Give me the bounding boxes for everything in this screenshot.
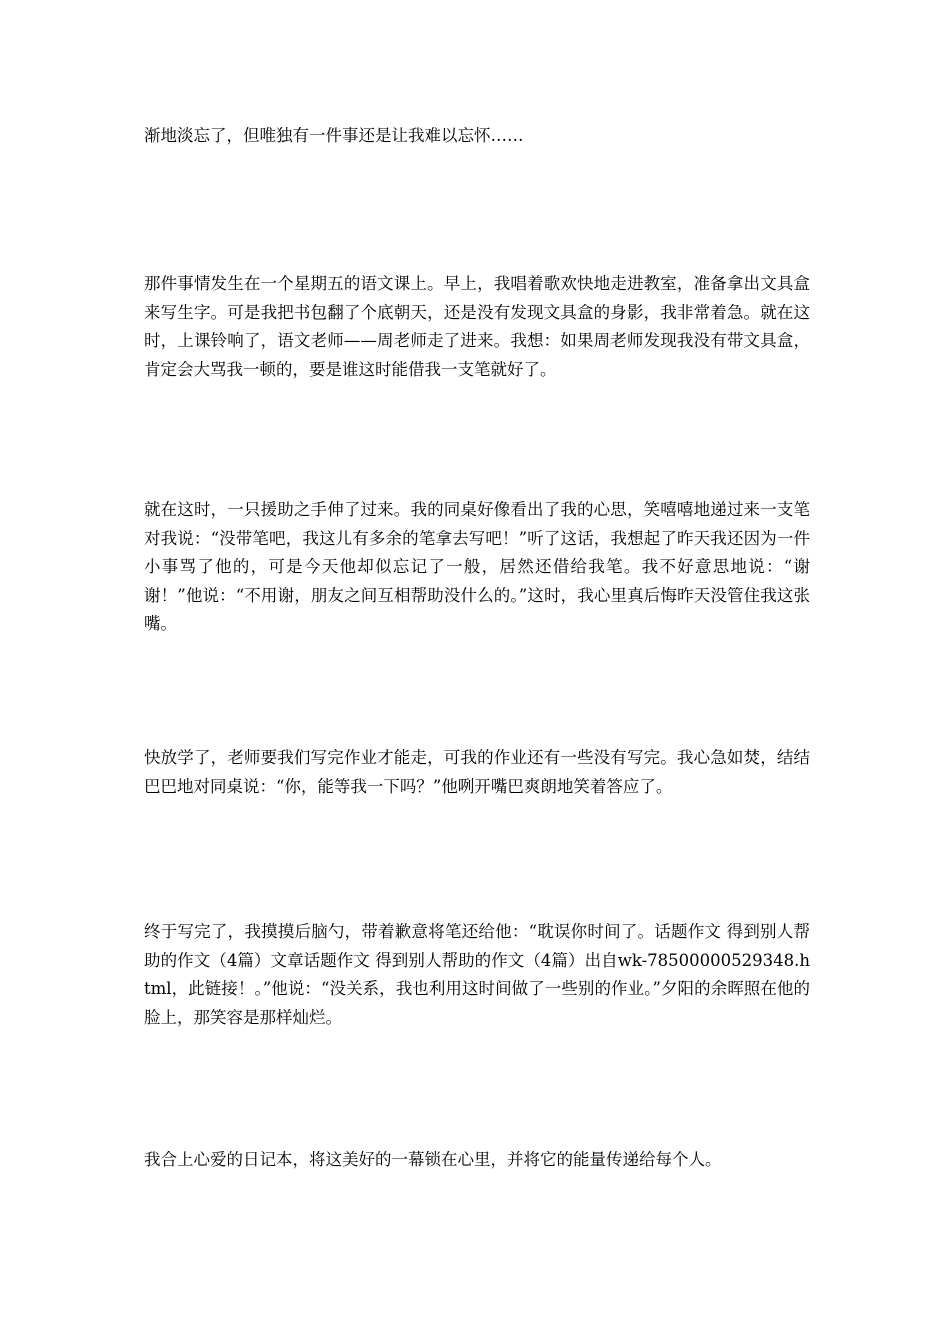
paragraph-6: 我合上心爱的日记本，将这美好的一幕锁在心里，并将它的能量传递给每个人。 [144,1150,722,1169]
paragraph-4: 快放学了，老师要我们写完作业才能走，可我的作业还有一些没有写完。我心急如焚，结结巴巴地对同桌说：“你，能等我一下吗？”他咧开嘴巴爽朗地笑着答应了。 [144,748,810,796]
paragraph-1: 渐地淡忘了，但唯独有一件事还是让我难以忘怀…… [144,126,524,145]
paragraph-5: 终于写完了，我摸摸后脑勺，带着歉意将笔还给他：“耽误你时间了。话题作文 得到别人帮助的作文（4篇）文章话题作文 得到别人帮助的作文（4篇）出自wk-78500000529348.html，此链接！。”他说：“没关系，我也利用这时间做了一些别的作业。”夕阳的余晖照在他的脸上，那笑容是那样灿烂。 [144,922,810,1027]
paragraph-2: 那件事情发生在一个星期五的语文课上。早上，我唱着歌欢快地走进教室，准备拿出文具盒来写生字。可是我把书包翻了个底朝天，还是没有发现文具盒的身影，我非常着急。就在这时，上课铃响了，语文老师——周老师走了进来。我想：如果周老师发现我没有带文具盒，肯定会大骂我一顿的，要是谁这时能借我一支笔就好了。 [144,274,810,379]
paragraph-3: 就在这时，一只援助之手伸了过来。我的同桌好像看出了我的心思，笑嘻嘻地递过来一支笔对我说：“没带笔吧，我这儿有多余的笔拿去写吧！”听了这话，我想起了昨天我还因为一件小事骂了他的，可是今天他却似忘记了一般，居然还借给我笔。我不好意思地说：“谢谢！”他说：“不用谢，朋友之间互相帮助没什么的。”这时，我心里真后悔昨天没管住我这张嘴。 [144,500,810,633]
